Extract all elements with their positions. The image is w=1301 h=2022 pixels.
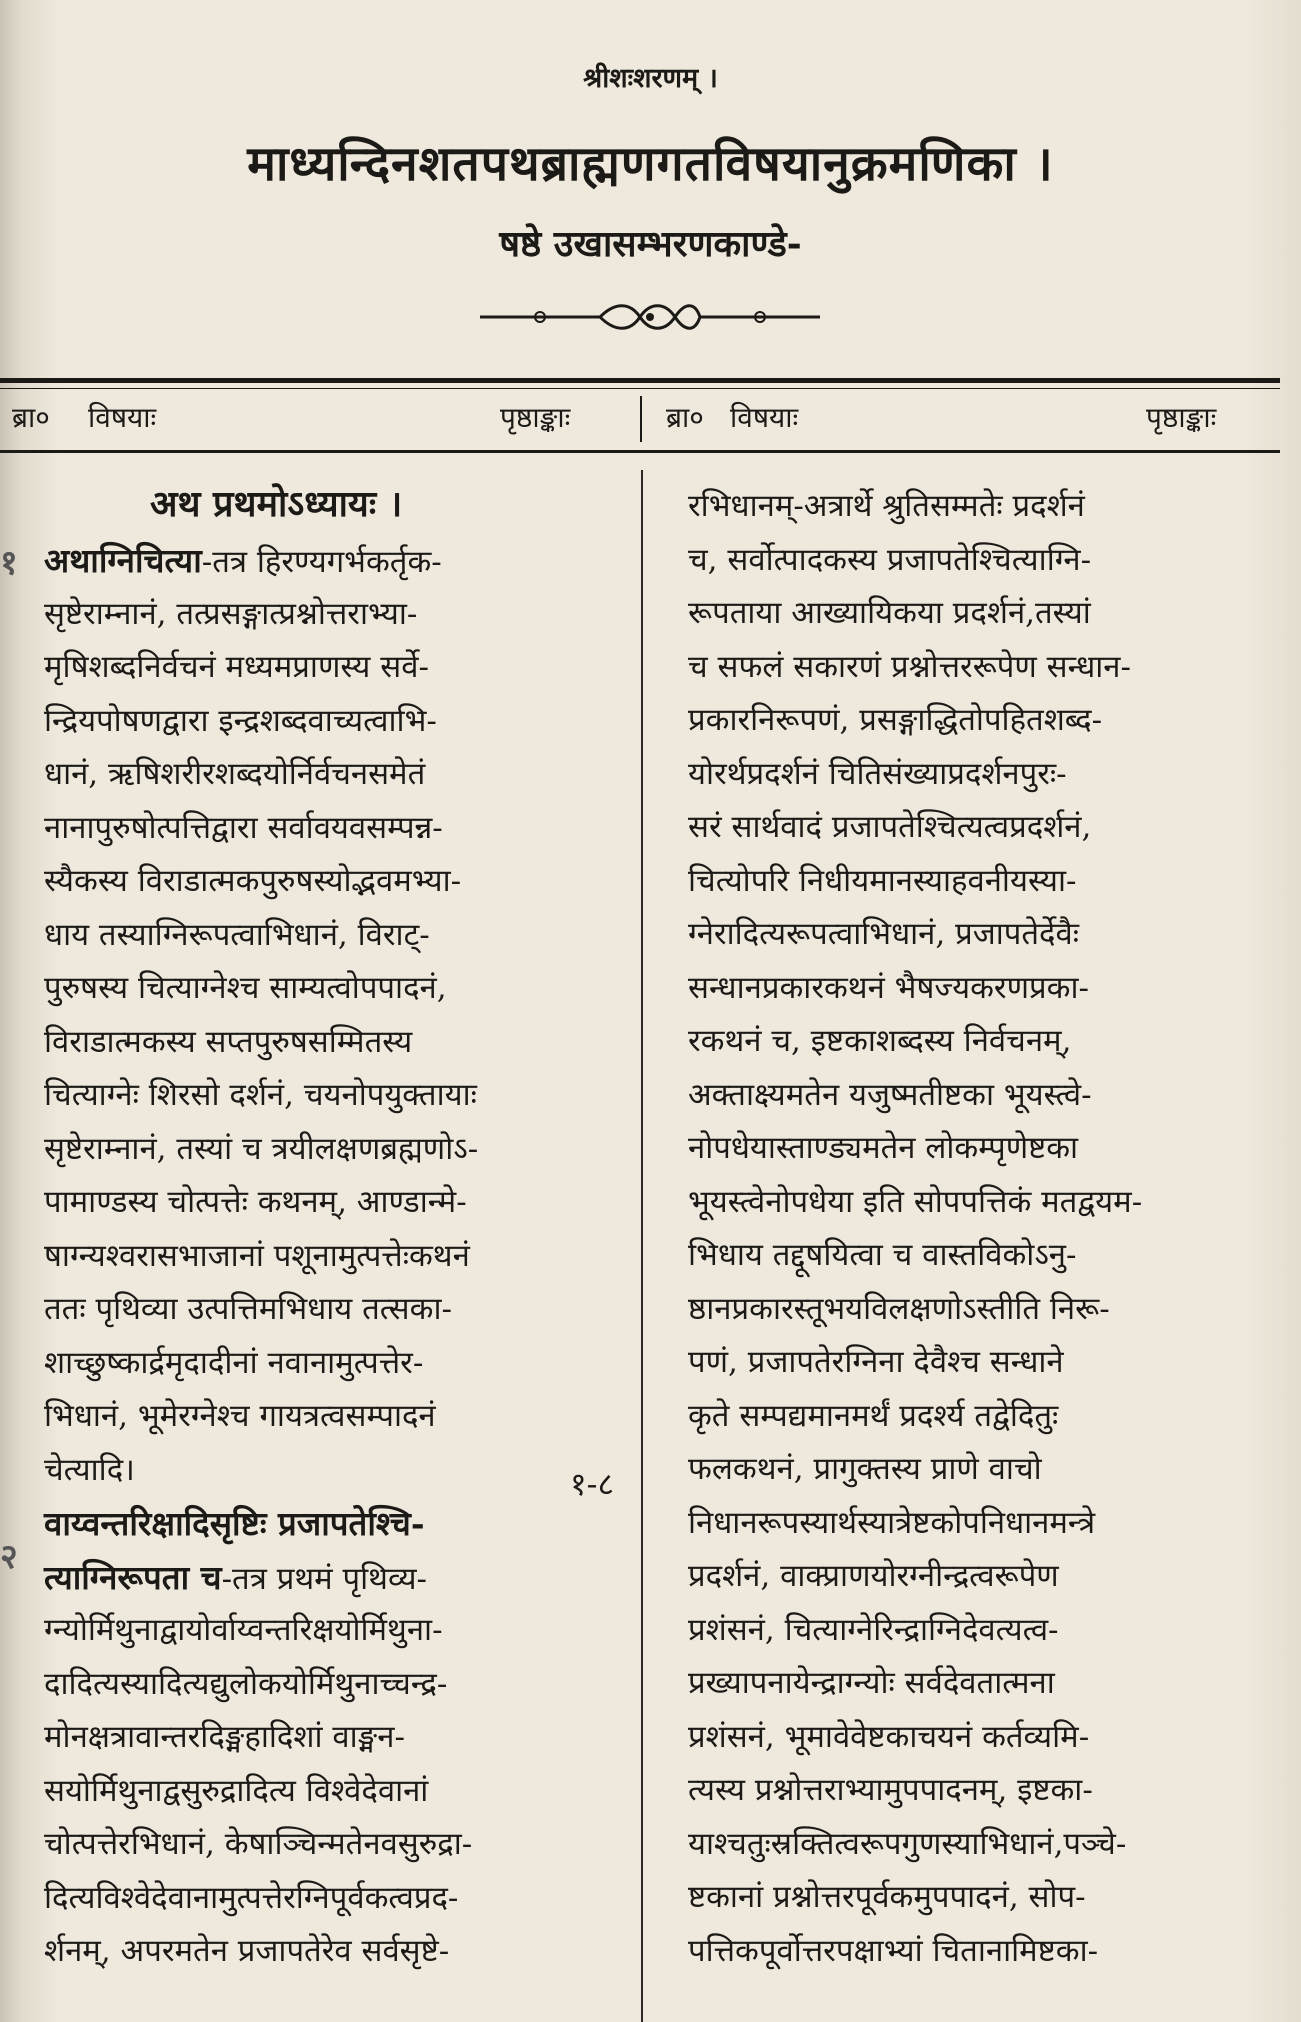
text-line: कृते सम्पद्यमानमर्थं प्रदर्श्य तद्वेदितुः — [688, 1397, 1059, 1434]
text-line: चोत्पत्तेरभिधानं, केषाञ्चिन्मतेनवसुरुद्रा- — [44, 1826, 473, 1862]
section-heading-rest: -तत्र प्रथमं पृथिव्य- — [221, 1560, 428, 1597]
text-line: पणं, प्रजापतेरग्निना देवैश्च सन्धाने — [688, 1344, 1064, 1380]
text-line: प्रशंसनं, भूमावेवेष्टकाचयनं कर्तव्यमि- — [688, 1718, 1090, 1755]
section-heading: अथाग्निचित्या — [44, 541, 202, 580]
text-line: विराडात्मकस्य सप्तपुरुषसम्मितस्य — [44, 1023, 413, 1060]
text-line: शाच्छुष्कार्द्रमृदादीनां नवानामुत्पत्तेर- — [44, 1344, 424, 1381]
text-line: ग्नेरादित्यरूपत्वाभिधानं, प्रजापतेर्देवैः — [688, 916, 1079, 952]
column-header-separator — [640, 396, 642, 442]
adhyaya-heading: अथ प्रथमोऽध्यायः । — [150, 483, 403, 525]
text-line: पामाण्डस्य चोत्पत्तेः कथनम्, आण्डान्मे- — [44, 1184, 467, 1220]
text-line: न्द्रियपोषणद्वारा इन्द्रशब्दवाच्यत्वाभि- — [44, 702, 437, 739]
section-heading: वाय्वन्तरिक्षादिसृष्टिः प्रजापतेश्चि- — [44, 1504, 425, 1543]
right-col-num-label: ब्रा० — [666, 401, 704, 434]
page-subtitle: षष्ठे उखासम्भरणकाण्डे- — [499, 223, 802, 265]
text-line: षाग्न्यश्वरासभाजानां पशूनामुत्पत्तेःकथनं — [44, 1237, 470, 1274]
left-col-num-label: ब्रा० — [12, 401, 50, 434]
text-line: प्रदर्शनं, वाक्प्राणयोरग्नीन्द्रत्वरूपेण — [688, 1558, 1059, 1594]
right-col-page-label: पृष्ठाङ्काः — [1146, 401, 1217, 434]
text-line: चित्योपरि निधीयमानस्याहवनीयस्या- — [688, 862, 1077, 899]
text-line: दित्यविश्वेदेवानामुत्पत्तेरग्निपूर्वकत्वप्रद- — [44, 1879, 459, 1916]
top-rule — [0, 378, 1280, 383]
text-line: निधानरूपस्यार्थस्यात्रेष्टकोपनिधानमन्त्रे — [688, 1504, 1096, 1541]
text-line: रभिधानम्-अत्रार्थे श्रुतिसम्मतेः प्रदर्शनं — [688, 488, 1085, 524]
text-line: च, सर्वोत्पादकस्य प्रजापतेश्चित्याग्नि- — [688, 541, 1092, 578]
text-line: पत्तिकपूर्वोत्तरपक्षाभ्यां चितानामिष्टका- — [688, 1932, 1099, 1969]
text-line: भूयस्त्वेनोपधेया इति सोपपत्तिकं मतद्वयम- — [688, 1183, 1143, 1220]
page-title: माध्यन्दिनशतपथब्राह्मणगतविषयानुक्रमणिका । — [247, 136, 1054, 192]
header-bottom-rule — [0, 450, 1280, 453]
text-line: नोपधेयास्ताण्ड्यमतेन लोकम्पृणेष्टका — [688, 1130, 1079, 1166]
ornament-divider-icon — [480, 300, 820, 334]
text-line: रकथनं च, इष्टकाशब्दस्य निर्वचनम्, — [688, 1023, 1072, 1059]
text-line: स्यैकस्य विराडात्मकपुरुषस्योद्भवमभ्या- — [44, 863, 462, 899]
text-line: पुरुषस्य चित्याग्नेश्च साम्यत्वोपपादनं, — [44, 970, 447, 1006]
left-col-page-label: पृष्ठाङ्काः — [500, 401, 571, 434]
invocation-line: श्रीशःशरणम् । — [583, 63, 718, 94]
text-line: फलकथनं, प्रागुक्तस्य प्राणे वाचो — [688, 1451, 1042, 1487]
text-line: प्रकारनिरूपणं, प्रसङ्गाद्धितोपहितशब्द- — [688, 702, 1103, 738]
text-line: त्यस्य प्रश्नोत्तराभ्यामुपपादनम्, इष्टका- — [688, 1772, 1093, 1808]
section-number: १ — [0, 543, 18, 583]
text-line: चेत्यादि। — [44, 1451, 135, 1488]
left-col-subject-label: विषयाः — [88, 401, 157, 434]
text-line: ग्न्योर्मिथुनाद्वायोर्वाय्वन्तरिक्षयोर्मिथुना- — [44, 1612, 443, 1648]
text-line: ष्ठानप्रकारस्तूभयविलक्षणोऽस्तीति निरू- — [688, 1290, 1110, 1327]
text-line: र्शनम्, अपरमतेन प्रजापतेरेव सर्वसृष्टे- — [44, 1933, 450, 1969]
text-line: सृष्टेराम्नानं, तस्यां च त्रयीलक्षणब्रह्मणोऽ- — [44, 1130, 479, 1167]
section-head-line — [44, 1497, 654, 1551]
text-line: सन्धानप्रकारकथनं भैषज्यकरणप्रका- — [688, 969, 1089, 1006]
text-line: सृष्टेराम्नानं, तत्प्रसङ्गात्प्रश्नोत्तराभ्या- — [44, 595, 418, 632]
text-line: नानापुरुषोत्पत्तिद्वारा सर्वावयवसम्पन्न- — [44, 809, 443, 846]
section-page-range: १-८ — [570, 1465, 615, 1503]
text-line: प्रशंसनं, चित्याग्नेरिन्द्राग्निदेवत्यत्व- — [688, 1611, 1059, 1648]
text-line: ष्टकानां प्रश्नोत्तरपूर्वकमुपपादनं, सोप- — [688, 1879, 1086, 1915]
text-line: धाय तस्याग्निरूपत्वाभिधानं, विराट्- — [44, 916, 430, 953]
section-head-line — [44, 534, 654, 588]
right-column-text — [688, 480, 1288, 1978]
section-head-line — [44, 1551, 654, 1605]
text-line: मृषिशब्दनिर्वचनं मध्यमप्राणस्य सर्वे- — [44, 649, 429, 685]
right-col-subject-label: विषयाः — [730, 401, 799, 434]
text-line: सयोर्मिथुनाद्वसुरुद्रादित्य विश्वेदेवानां — [44, 1772, 429, 1809]
section-heading: त्याग्निरूपता च — [44, 1557, 222, 1597]
text-line: दादित्यस्यादित्यद्युलोकयोर्मिथुनाच्चन्द्र- — [44, 1665, 448, 1702]
text-line: धानं, ऋषिशरीरशब्दयोर्निर्वचनसमेतं — [44, 756, 426, 792]
section-heading-rest: -तत्र हिरण्यगर्भकर्तृक- — [201, 544, 442, 580]
text-line: मोनक्षत्रावान्तरदिङ्महादिशां वाङ्मन- — [44, 1719, 405, 1755]
text-line: अक्ताक्ष्यमतेन यजुष्मतीष्टका भूयस्त्वे- — [688, 1076, 1092, 1113]
section-number: २ — [0, 1537, 18, 1577]
text-line: भिधाय तद्दूषयित्वा च वास्तविकोऽनु- — [688, 1237, 1077, 1273]
left-column-text — [44, 534, 654, 1979]
text-line: सरं सार्थवादं प्रजापतेश्चित्यत्वप्रदर्शनं, — [688, 809, 1092, 845]
text-line: च सफलं सकारणं प्रश्नोत्तररूपेण सन्धान- — [688, 648, 1131, 685]
text-line: ततः पृथिव्या उत्पत्तिमभिधाय तत्सका- — [44, 1291, 452, 1327]
text-line: योरर्थप्रदर्शनं चितिसंख्याप्रदर्शनपुरः- — [688, 755, 1067, 792]
text-line: भिधानं, भूमेरग्नेश्च गायत्रत्वसम्पादनं — [44, 1398, 436, 1434]
text-line: याश्चतुःस्रक्तित्वरूपगुणस्याभिधानं,पञ्चे- — [688, 1825, 1127, 1862]
top-rule-thin — [0, 388, 1280, 389]
text-line: चित्याग्नेः शिरसो दर्शनं, चयनोपयुक्तायाः — [44, 1077, 477, 1113]
text-line: रूपताया आख्यायिकया प्रदर्शनं,तस्यां — [688, 595, 1091, 631]
text-line: प्रख्यापनायेन्द्राग्न्योः सर्वदेवतात्मना — [688, 1665, 1055, 1701]
